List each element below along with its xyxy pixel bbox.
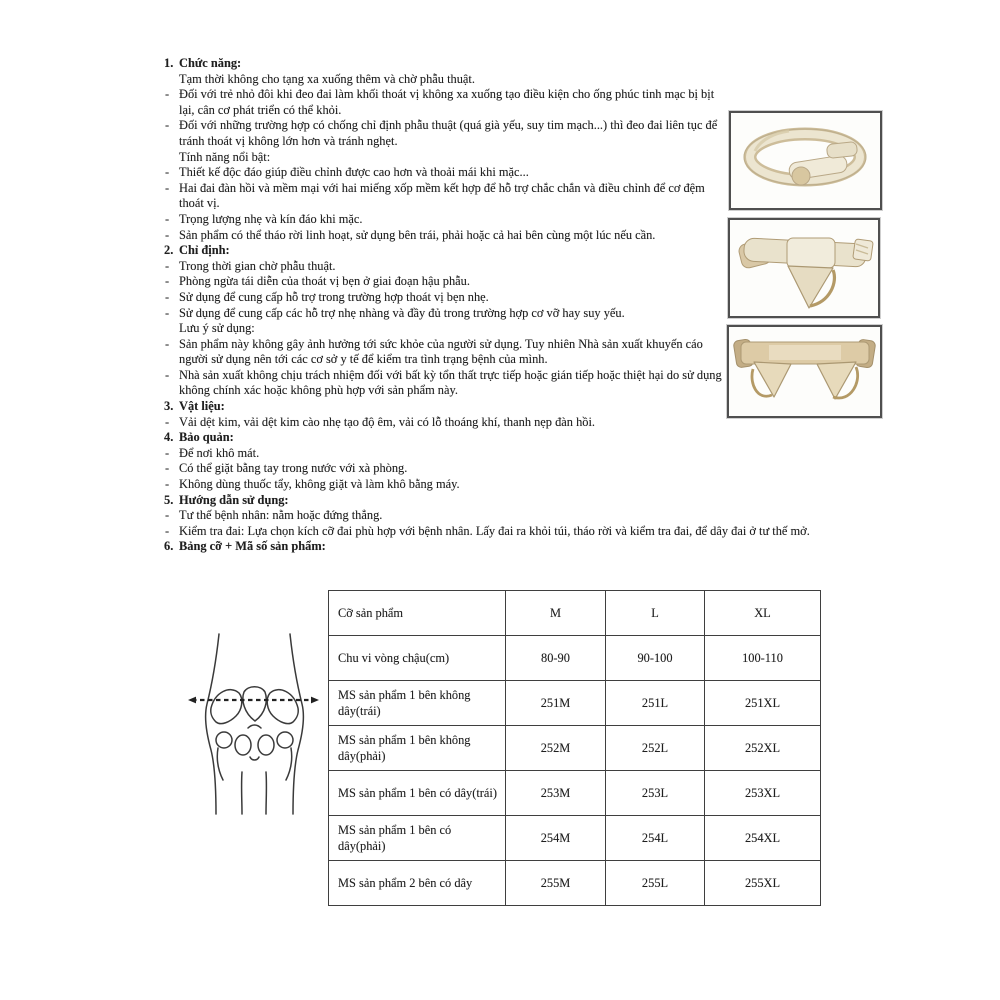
table-row	[329, 591, 821, 636]
size-table-head	[329, 591, 821, 636]
bullet-marker: -	[165, 165, 170, 180]
table-cell: 254XL	[705, 816, 821, 861]
table-cell: 255XL	[705, 861, 821, 906]
section-title: Bảo quản:	[179, 430, 234, 445]
item-text: Sử dụng để cung cấp hỗ trợ trong trường hợp thoát vị bẹn nhẹ.	[179, 289, 489, 304]
list-item	[164, 461, 722, 477]
item-text: Sử dụng để cung cấp các hỗ trợ nhẹ nhàng và đầy đủ trong trường hợp cơ vỡ hay suy yếu.	[179, 305, 625, 320]
item-text: Thiết kế độc đáo giúp điều chỉnh được cao hơn và thoải mái khi mặc...	[179, 165, 529, 180]
table-cell: 253M	[506, 771, 606, 816]
bullet-marker: -	[165, 445, 170, 460]
item-text: Trong thời gian chờ phẫu thuật.	[179, 258, 336, 273]
bullet-marker: -	[165, 414, 170, 429]
table-cell: 255L	[606, 861, 705, 906]
table-cell: MS sản phẩm 1 bên có dây(trái)	[329, 771, 506, 816]
item-text: Tạm thời không cho tạng xa xuống thêm và chờ phẫu thuật.	[179, 71, 475, 86]
table-row	[329, 816, 821, 861]
table-cell: MS sản phẩm 1 bên không dây(phải)	[329, 726, 506, 771]
list-item	[164, 415, 722, 431]
bullet-marker: -	[165, 367, 170, 382]
list-item	[164, 87, 722, 118]
list-item	[164, 165, 722, 181]
list-item	[164, 72, 722, 88]
bullet-marker: -	[165, 211, 170, 226]
bullet-marker: -	[165, 336, 170, 351]
table-row	[329, 861, 821, 906]
table-row	[329, 636, 821, 681]
section-number: 6.	[164, 539, 174, 554]
bullet-marker: -	[165, 227, 170, 242]
product-photo-frame	[729, 111, 882, 210]
section-number: 4.	[164, 430, 174, 445]
item-text: Không dùng thuốc tẩy, không giặt và làm khô bằng máy.	[179, 477, 460, 492]
table-row	[329, 681, 821, 726]
table-header-cell: XL	[705, 591, 821, 636]
bullet-marker: -	[165, 258, 170, 273]
list-item	[164, 228, 722, 244]
table-row	[329, 771, 821, 816]
table-cell: MS sản phẩm 1 bên có dây(phải)	[329, 816, 506, 861]
section-title: Hướng dẫn sử dụng:	[179, 492, 289, 507]
item-text: Phòng ngừa tái diễn của thoát vị bẹn ở giai đoạn hậu phẫu.	[179, 274, 470, 289]
item-text: Kiểm tra đai: Lựa chọn kích cỡ đai phù hợp với bệnh nhân. Lấy đai ra khỏi túi, tháo rời và kiểm tra đai, để dây đai ở tư thế mở.	[179, 523, 810, 538]
list-item	[164, 337, 722, 368]
section-title: Bảng cỡ + Mã số sản phẩm:	[179, 539, 326, 554]
item-text: Đối với trẻ nhỏ đôi khi đeo đai làm khối thoát vị không xa xuống tạo điều kiện cho ống phúc tinh mạc bị bịt lại, cân cơ phát triển có thể khỏi.	[179, 87, 715, 117]
item-text: Có thể giặt bằng tay trong nước với xà phòng.	[179, 461, 408, 476]
table-header-cell: L	[606, 591, 705, 636]
bullet-marker: -	[165, 87, 170, 102]
item-text: Tư thế bệnh nhân: nằm hoặc đứng thẳng.	[179, 508, 383, 523]
list-item	[164, 259, 722, 275]
item-text: Vải dệt kim, vải dệt kim cào nhẹ tạo độ êm, vải có lỗ thoáng khí, thanh nẹp đàn hồi.	[179, 414, 596, 429]
item-text: Hai đai đàn hồi và mềm mại với hai miếng xốp mềm kết hợp để hỗ trợ chắc chắn và điều chỉnh để cơ đệm thoát vị.	[179, 180, 705, 211]
section-heading	[164, 539, 722, 555]
section-title: Chỉ định:	[179, 243, 230, 258]
list-item	[164, 321, 722, 337]
item-text: Đối với những trường hợp có chống chỉ định phẫu thuật (quá già yếu, suy tim mạch...) thì đeo đai liên tục để tránh thoát vị không lớn hơn và tránh nghẹt.	[179, 118, 718, 148]
bullet-marker: -	[165, 305, 170, 320]
item-text: Sản phẩm này không gây ảnh hưởng tới sức khỏe của người sử dụng. Tuy nhiên Nhà sản xuất khuyến cáo người sử dụng nên tới các cơ sở y tế để kiểm tra tình trạng bệnh của mình.	[179, 336, 703, 367]
table-cell: 100-110	[705, 636, 821, 681]
list-item	[164, 212, 722, 228]
item-text: Tính năng nổi bật:	[179, 149, 271, 164]
table-cell: 90-100	[606, 636, 705, 681]
list-item	[164, 306, 722, 322]
table-cell: 254M	[506, 816, 606, 861]
table-cell: 251M	[506, 681, 606, 726]
bullet-marker: -	[165, 118, 170, 133]
item-text: Sản phẩm có thể tháo rời linh hoạt, sử dụng bên trái, phải hoặc cả hai bên cùng một lúc nếu cần.	[179, 227, 656, 242]
table-cell: 80-90	[506, 636, 606, 681]
list-item	[164, 118, 722, 149]
bullet-marker: -	[165, 508, 170, 523]
bullet-marker: -	[165, 523, 170, 538]
section-number: 2.	[164, 243, 174, 258]
table-cell: 251L	[606, 681, 705, 726]
item-text: Để nơi khô mát.	[179, 445, 260, 460]
list-item	[164, 274, 722, 290]
document-text	[164, 56, 810, 555]
bullet-marker: -	[165, 477, 170, 492]
list-item	[164, 523, 810, 540]
product-photo-frame	[727, 325, 882, 418]
table-cell: MS sản phẩm 1 bên không dây(trái)	[329, 681, 506, 726]
table-cell: Chu vi vòng chậu(cm)	[329, 636, 506, 681]
section-heading	[164, 399, 722, 415]
size-table-body	[329, 636, 821, 906]
item-text: Trọng lượng nhẹ và kín đáo khi mặc.	[179, 211, 363, 226]
table-cell: 253XL	[705, 771, 821, 816]
list-item	[164, 446, 722, 462]
table-cell: 252L	[606, 726, 705, 771]
table-cell: 255M	[506, 861, 606, 906]
section-number: 1.	[164, 56, 174, 70]
section-number: 5.	[164, 492, 174, 507]
section-heading	[164, 493, 722, 509]
hernia-belt-two-side-straps-image	[729, 327, 880, 416]
bullet-marker: -	[165, 461, 170, 476]
product-photo-frame	[728, 218, 880, 318]
bullet-marker: -	[165, 180, 170, 195]
bullet-marker: -	[165, 289, 170, 304]
list-item	[164, 508, 722, 524]
table-cell: 254L	[606, 816, 705, 861]
table-cell: 252M	[506, 726, 606, 771]
section-heading	[164, 56, 722, 72]
section-title: Vật liệu:	[179, 399, 225, 414]
hernia-belt-one-side-strap-image	[730, 220, 878, 316]
section-title: Chức năng:	[179, 56, 242, 70]
size-table	[328, 590, 821, 906]
list-item	[164, 150, 722, 166]
list-item	[164, 477, 722, 493]
pelvis-diagram-drawing	[186, 628, 321, 818]
section-heading	[164, 430, 722, 446]
table-header-cell: Cỡ sản phẩm	[329, 591, 506, 636]
bullet-marker: -	[165, 274, 170, 289]
list-item	[164, 290, 722, 306]
list-item	[164, 368, 722, 399]
table-cell: 251XL	[705, 681, 821, 726]
list-item	[164, 181, 722, 212]
table-row	[329, 726, 821, 771]
pelvis-measurement-diagram	[186, 628, 321, 818]
table-header-cell: M	[506, 591, 606, 636]
hernia-belt-no-strap-image	[731, 113, 880, 208]
table-cell: 252XL	[705, 726, 821, 771]
table-cell: MS sản phẩm 2 bên có dây	[329, 861, 506, 906]
table-cell: 253L	[606, 771, 705, 816]
item-text: Lưu ý sử dụng:	[179, 321, 255, 336]
section-heading	[164, 243, 722, 259]
section-number: 3.	[164, 399, 174, 414]
item-text: Nhà sản xuất không chịu trách nhiệm đối với bất kỳ tổn thất trực tiếp hoặc gián tiếp hoặc thiệt hại do sử dụng không chính xác hoặc không phù hợp với sản phẩm này.	[179, 367, 722, 398]
